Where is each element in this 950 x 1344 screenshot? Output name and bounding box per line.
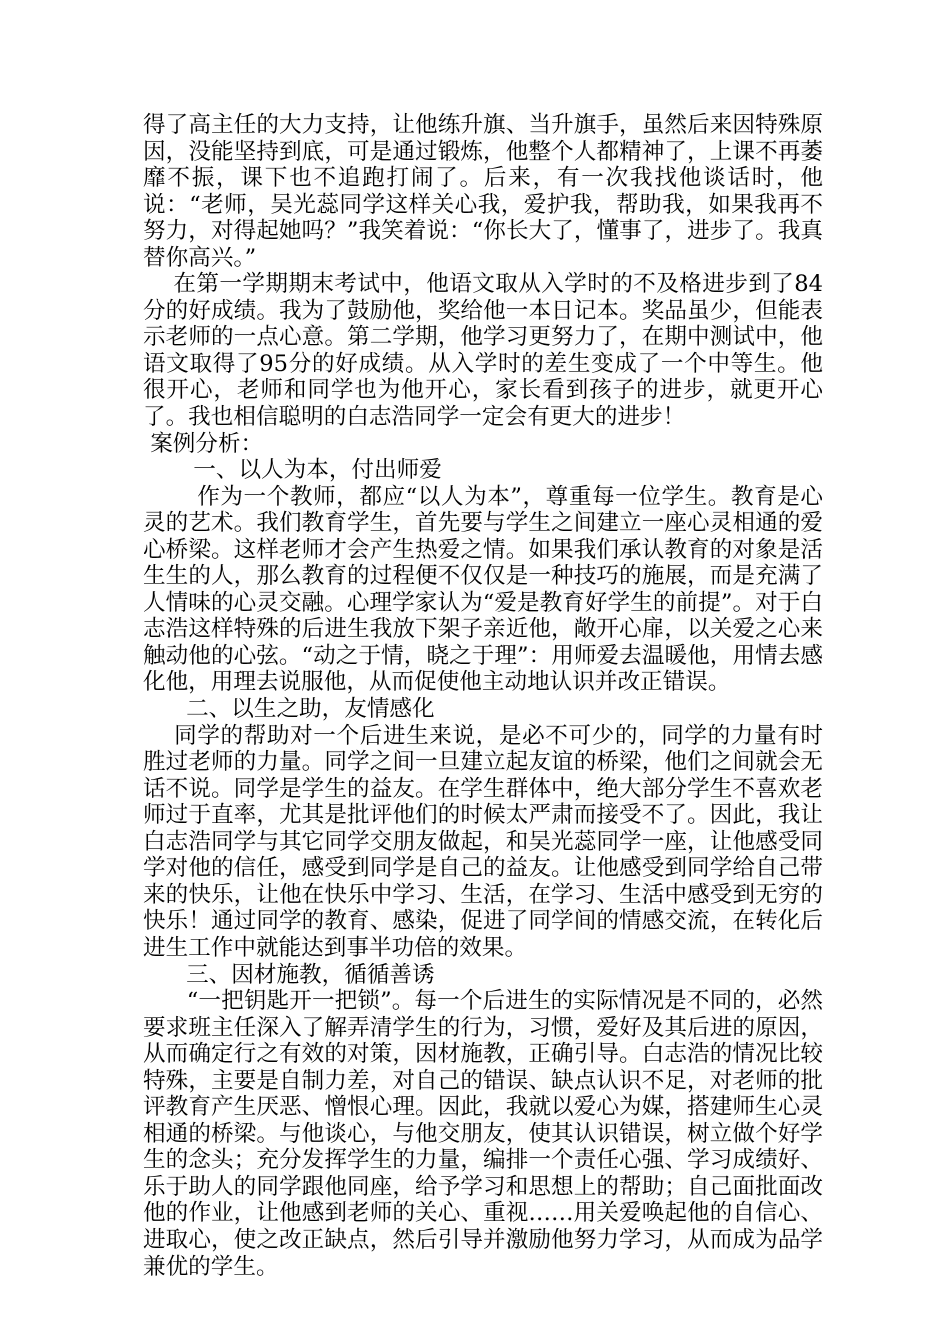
paragraph-section-3: “一把钥匙开一把锁”。每一个后进生的实际情况是不同的，必然要求班主任深入了解弄清学生的行为，习惯，爱好及其后进的原因，从而确定行之有效的对策，因材施教，正确引导。白志浩的情况比较特殊，主要是自制力差，对自己的错误、缺点认识不足，对老师的批评教育产生厌恶、憎恨心理。因此，我就以爱心为媒，搭建师生心灵相通的桥梁。与他谈心，与他交朋友，使其认识错误，树立做个好学生的念头；充分发挥学生的力量，编排一个责任心强、学习成绩好、乐于助人的同学跟他同座，给予学习和思想上的帮助；自己面批面改他的作业，让他感到老师的关心、重视……用关爱唤起他的自信心、进取心，使之改正缺点，然后引导并激励他努力学习，从而成为品学兼优的学生。 xyxy=(143,988,823,1280)
paragraph-support-story: 得了高主任的大力支持，让他练升旗、当升旗手，虽然后来因特殊原因，没能坚持到底，可是通过锻炼，他整个人都精神了，上课不再萎靡不振，课下也不追跑打闹了。后来，有一次我找他谈话时，他说：“老师，吴光蕊同学这样关心我，爱护我，帮助我，如果我再不努力，对得起她吗？”我笑着说：“你长大了，懂事了，进步了。我真替你高兴。” xyxy=(143,112,823,271)
document-body xyxy=(143,112,823,1280)
paragraph-section-1: 作为一个教师，都应“以人为本”，尊重每一位学生。教育是心灵的艺术。我们教育学生，首先要与学生之间建立一座心灵相通的爱心桥梁。这样老师才会产生热爱之情。如果我们承认教育的对象是活生生的人，那么教育的过程便不仅仅是一种技巧的施展，而是充满了人情味的心灵交融。心理学家认为“爱是教育好学生的前提”。对于白志浩这样特殊的后进生我放下架子亲近他，敞开心扉，以关爱之心来触动他的心弦。“动之于情，晓之于理”：用师爱去温暖他，用情去感化他，用理去说服他，从而促使他主动地认识并改正错误。 xyxy=(143,483,823,696)
paragraph-exam-progress: 在第一学期期末考试中，他语文取从入学时的不及格进步到了84分的好成绩。我为了鼓励他，奖给他一本日记本。奖品虽少，但能表示老师的一点心意。第二学期，他学习更努力了，在期中测试中，他语文取得了95分的好成绩。从入学时的差生变成了一个中等生。他很开心，老师和同学也为他开心，家长看到孩子的进步，就更开心了。我也相信聪明的白志浩同学一定会有更大的进步！ xyxy=(143,271,823,431)
case-analysis-heading: 案例分析： xyxy=(143,430,264,457)
section-heading-1: 一、以人为本，付出师爱 xyxy=(143,457,442,484)
paragraph-section-2: 同学的帮助对一个后进生来说，是必不可少的，同学的力量有时胜过老师的力量。同学之间一旦建立起友谊的桥梁，他们之间就会无话不说。同学是学生的益友。在学生群体中，绝大部分学生不喜欢老师过于直率，尤其是批评他们的时候太严肃而接受不了。因此，我让白志浩同学与其它同学交朋友做起，和吴光蕊同学一座，让他感受同学对他的信任，感受到同学是自己的益友。让他感受到同学给自己带来的快乐，让他在快乐中学习、生活，在学习、生活中感受到无穷的快乐！通过同学的教育、感染，促进了同学间的情感交流，在转化后进生工作中就能达到事半功倍的效果。 xyxy=(143,722,824,961)
section-heading-2: 二、以生之助，友情感化 xyxy=(143,696,435,723)
section-heading-3: 三、因材施教，循循善诱 xyxy=(143,961,435,988)
